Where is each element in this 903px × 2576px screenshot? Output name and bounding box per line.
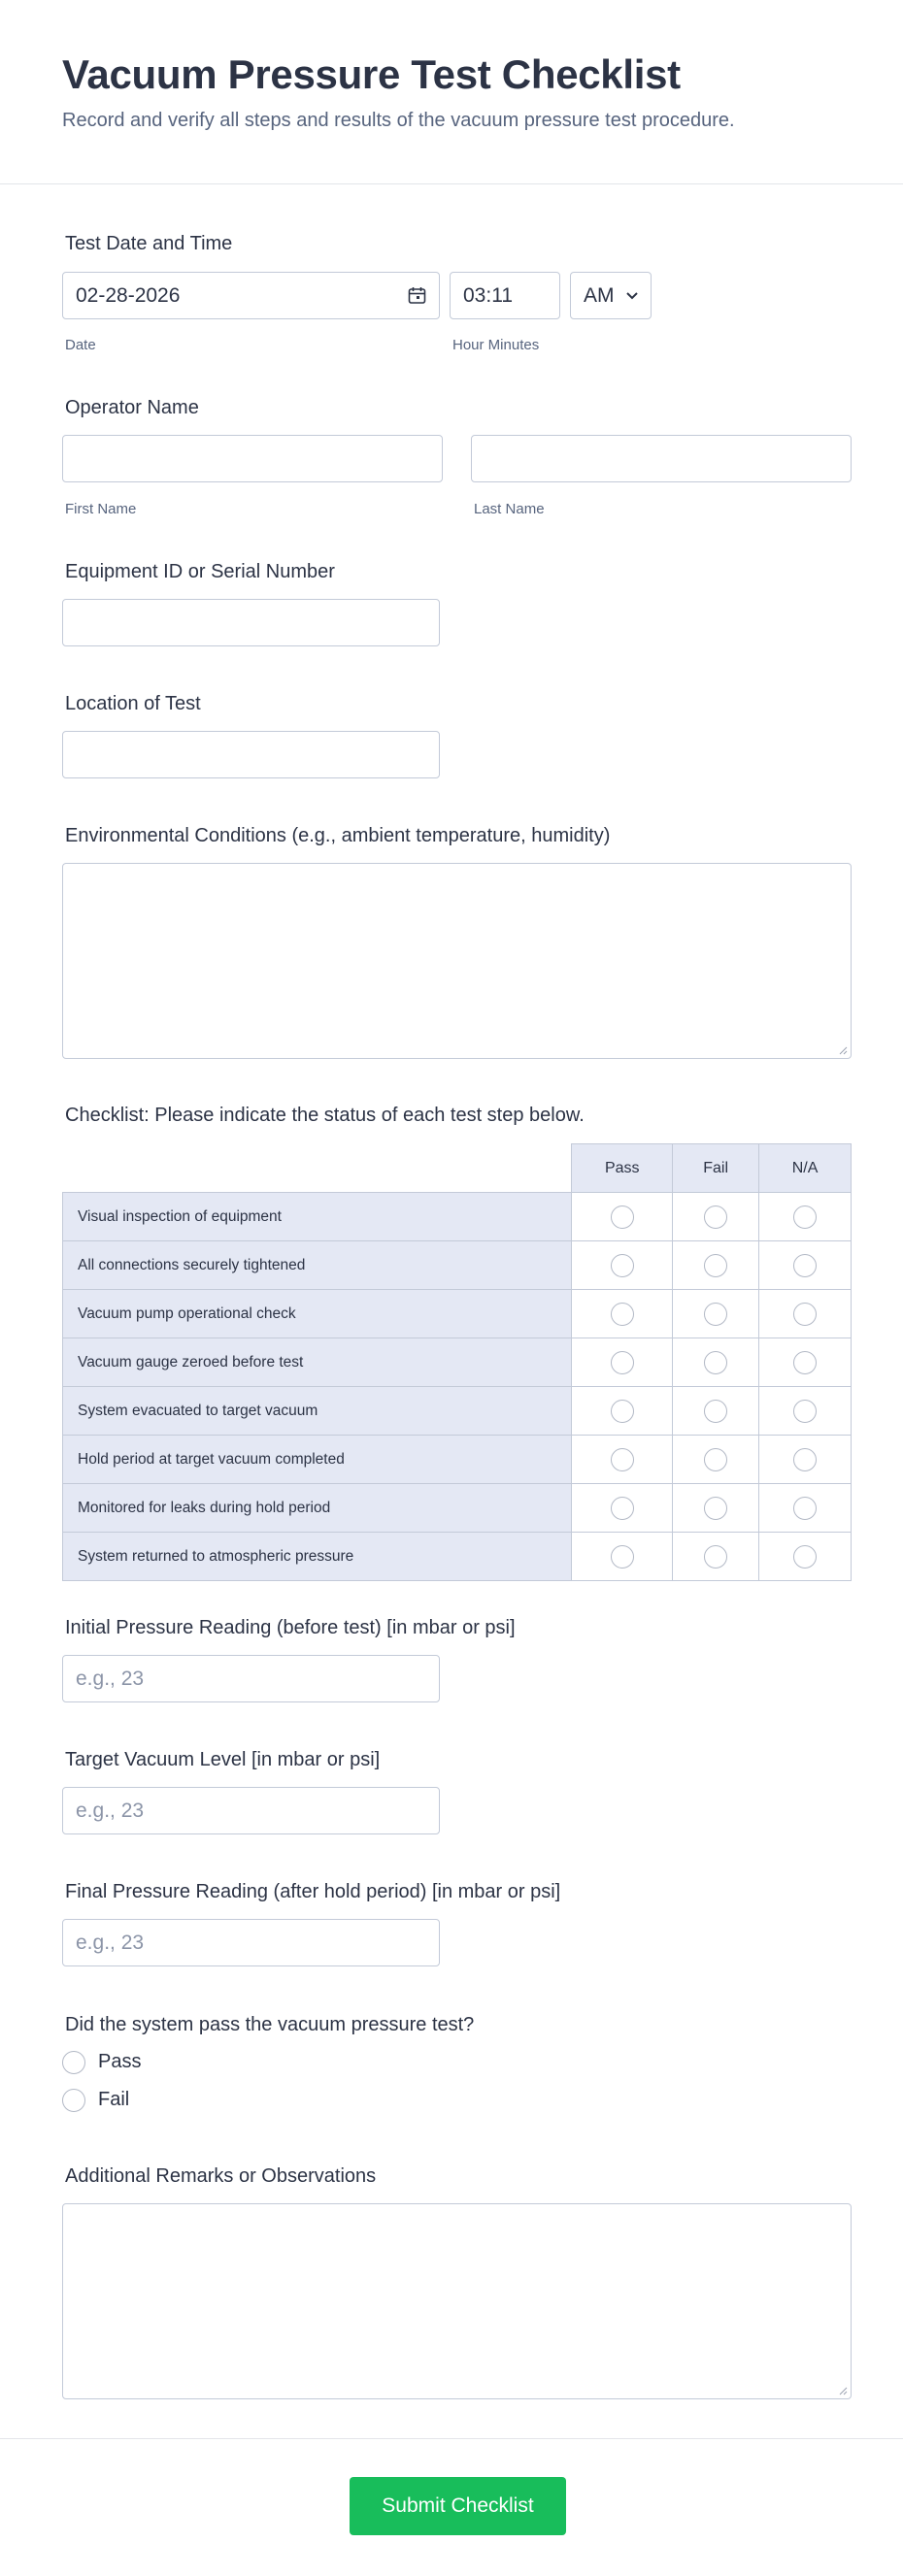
matrix-col-na: N/A	[759, 1144, 852, 1193]
time-value: 03:11	[463, 284, 513, 307]
matrix-row	[63, 1436, 852, 1484]
radio-na[interactable]	[793, 1205, 817, 1229]
radio-pass[interactable]	[611, 1497, 634, 1520]
test-date-label: Test Date and Time	[65, 233, 233, 254]
date-sublabel: Date	[65, 337, 96, 353]
radio-na[interactable]	[793, 1254, 817, 1277]
environment-label-wrap	[62, 823, 610, 848]
radio-na[interactable]	[793, 1351, 817, 1374]
resize-handle-icon[interactable]	[838, 1045, 848, 1055]
resize-handle-icon[interactable]	[838, 2386, 848, 2395]
matrix-row-label: System evacuated to target vacuum	[63, 1387, 572, 1436]
last-name-input[interactable]	[471, 435, 852, 482]
initial-pressure-placeholder: e.g., 23	[76, 1668, 145, 1690]
radio-na[interactable]	[793, 1303, 817, 1326]
time-sublabel: Hour Minutes	[452, 337, 540, 353]
initial-pressure-label: Initial Pressure Reading (before test) [in mbar or psi]	[65, 1617, 516, 1638]
remarks-label: Additional Remarks or Observations	[65, 2165, 377, 2187]
matrix-row	[63, 1387, 852, 1436]
environment-label: Environmental Conditions (e.g., ambient temperature, humidity)	[65, 825, 611, 846]
radio-result-pass[interactable]	[62, 2051, 85, 2074]
form-footer	[0, 2438, 903, 2576]
location-label: Location of Test	[65, 693, 201, 714]
matrix-row-label: Visual inspection of equipment	[63, 1193, 572, 1241]
operator-label-wrap	[62, 395, 199, 420]
equipment-id-input[interactable]	[62, 599, 440, 646]
matrix-header-row	[63, 1144, 852, 1193]
form-header	[0, 0, 903, 184]
matrix-row-label: Vacuum pump operational check	[63, 1290, 572, 1338]
matrix-row-label: Monitored for leaks during hold period	[63, 1484, 572, 1533]
radio-fail[interactable]	[704, 1400, 727, 1423]
radio-na[interactable]	[793, 1448, 817, 1471]
matrix-col-pass: Pass	[572, 1144, 673, 1193]
result-option-fail-label[interactable]: Fail	[98, 2089, 130, 2110]
target-vacuum-label: Target Vacuum Level [in mbar or psi]	[65, 1749, 381, 1770]
matrix-row	[63, 1484, 852, 1533]
matrix-row-label: Vacuum gauge zeroed before test	[63, 1338, 572, 1387]
equipment-label-wrap	[62, 559, 335, 584]
first-name-input[interactable]	[62, 435, 443, 482]
location-label-wrap	[62, 691, 201, 716]
date-value: 02-28-2026	[76, 284, 181, 307]
checklist-label-wrap	[62, 1103, 585, 1128]
ampm-select[interactable]	[570, 272, 652, 319]
radio-pass[interactable]	[611, 1448, 634, 1471]
radio-fail[interactable]	[704, 1254, 727, 1277]
radio-fail[interactable]	[704, 1545, 727, 1569]
final-pressure-label: Final Pressure Reading (after hold period) [in mbar or psi]	[65, 1881, 561, 1902]
first-name-sublabel: First Name	[65, 501, 137, 517]
equipment-label: Equipment ID or Serial Number	[65, 561, 335, 582]
time-input[interactable]	[450, 272, 560, 319]
radio-fail[interactable]	[704, 1205, 727, 1229]
radio-pass[interactable]	[611, 1205, 634, 1229]
matrix-row	[63, 1290, 852, 1338]
environment-textarea[interactable]	[62, 863, 852, 1059]
ampm-value: AM	[584, 284, 615, 307]
matrix-row	[63, 1241, 852, 1290]
checklist-label: Checklist: Please indicate the status of each test step below.	[65, 1105, 585, 1126]
submit-button[interactable]: Submit Checklist	[350, 2477, 566, 2535]
chevron-down-icon	[625, 291, 639, 301]
matrix-corner	[63, 1144, 572, 1193]
radio-na[interactable]	[793, 1400, 817, 1423]
target-vacuum-label-wrap	[62, 1747, 380, 1772]
final-pressure-placeholder: e.g., 23	[76, 1932, 145, 1954]
initial-pressure-label-wrap	[62, 1615, 516, 1640]
matrix-row-label: System returned to atmospheric pressure	[63, 1533, 572, 1581]
date-input[interactable]	[62, 272, 440, 319]
radio-pass[interactable]	[611, 1303, 634, 1326]
test-date-label-wrap	[62, 231, 232, 256]
final-pressure-input[interactable]	[62, 1919, 440, 1966]
location-input[interactable]	[62, 731, 440, 778]
radio-na[interactable]	[793, 1545, 817, 1569]
matrix-col-fail: Fail	[673, 1144, 759, 1193]
matrix-row	[63, 1338, 852, 1387]
radio-pass[interactable]	[611, 1254, 634, 1277]
radio-result-fail[interactable]	[62, 2089, 85, 2112]
page-subtitle: Record and verify all steps and results of the vacuum pressure test procedure.	[62, 110, 735, 131]
last-name-sublabel: Last Name	[474, 501, 545, 517]
initial-pressure-input[interactable]	[62, 1655, 440, 1702]
matrix-row	[63, 1193, 852, 1241]
final-pressure-label-wrap	[62, 1879, 560, 1904]
result-label-wrap	[62, 2012, 474, 2037]
radio-fail[interactable]	[704, 1303, 727, 1326]
operator-label: Operator Name	[65, 397, 199, 418]
radio-pass[interactable]	[611, 1400, 634, 1423]
checklist-matrix	[62, 1143, 852, 1581]
radio-fail[interactable]	[704, 1448, 727, 1471]
matrix-row-label: All connections securely tightened	[63, 1241, 572, 1290]
remarks-textarea[interactable]	[62, 2203, 852, 2399]
matrix-row	[63, 1533, 852, 1581]
radio-na[interactable]	[793, 1497, 817, 1520]
result-option-pass-label[interactable]: Pass	[98, 2051, 142, 2072]
radio-pass[interactable]	[611, 1545, 634, 1569]
remarks-label-wrap	[62, 2163, 376, 2189]
calendar-icon[interactable]	[408, 286, 426, 305]
radio-fail[interactable]	[704, 1497, 727, 1520]
matrix-row-label: Hold period at target vacuum completed	[63, 1436, 572, 1484]
target-vacuum-input[interactable]	[62, 1787, 440, 1834]
radio-fail[interactable]	[704, 1351, 727, 1374]
target-vacuum-placeholder: e.g., 23	[76, 1800, 145, 1822]
page-title: Vacuum Pressure Test Checklist	[62, 51, 681, 97]
result-label: Did the system pass the vacuum pressure test?	[65, 2014, 475, 2035]
radio-pass[interactable]	[611, 1351, 634, 1374]
